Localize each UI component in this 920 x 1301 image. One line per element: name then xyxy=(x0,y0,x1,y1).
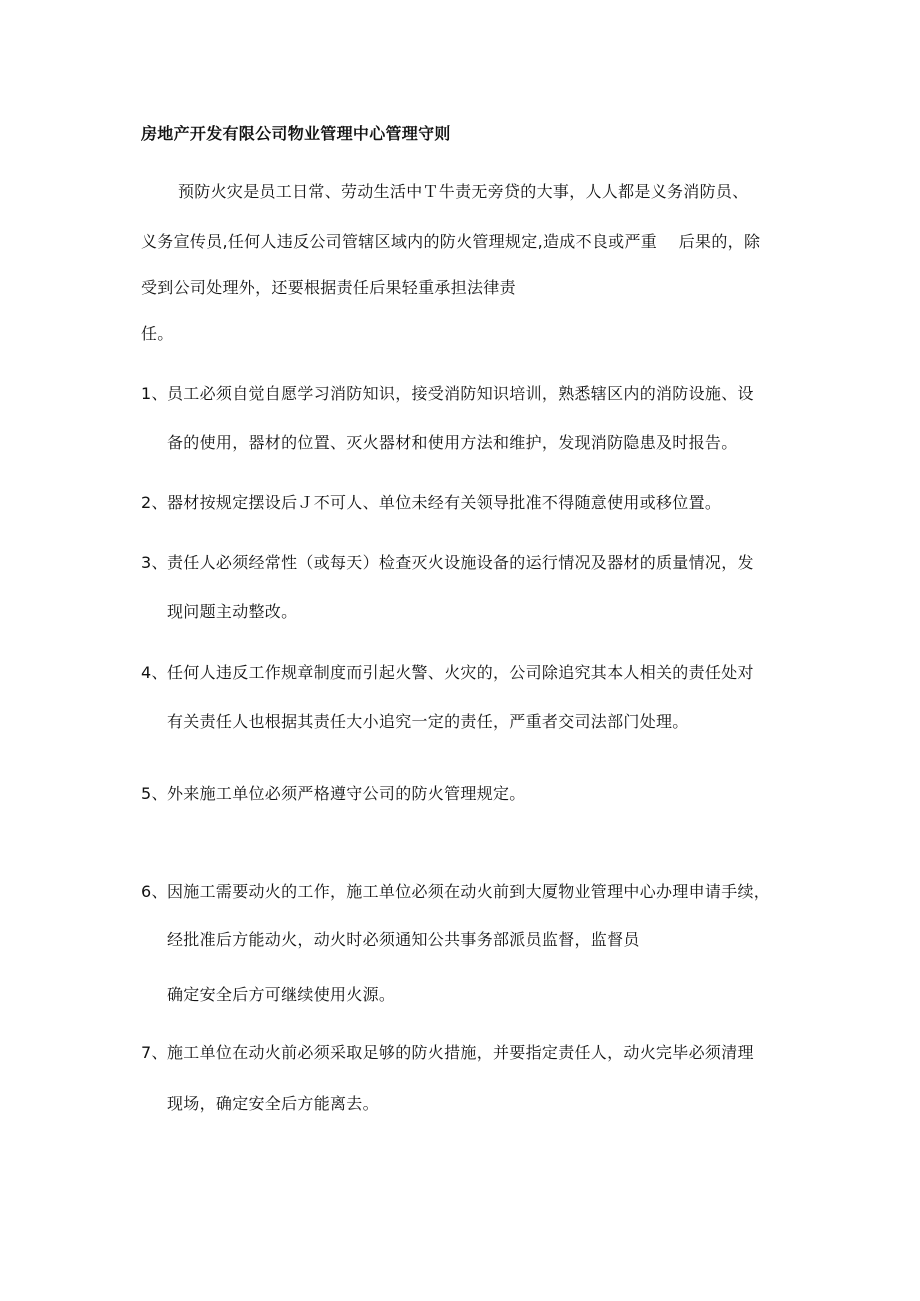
rule-number: 2、 xyxy=(141,493,168,512)
rule-text: 外来施工单位必须严格遵守公司的防火管理规定。 xyxy=(167,784,526,803)
document-title: 房地产开发有限公司物业管理中心管理守则 xyxy=(141,124,451,143)
rule-number: 4、 xyxy=(141,663,168,682)
rule-3 xyxy=(141,552,754,574)
rule-text: 器材按规定摆设后Ｊ不可人、单位未经有关领导批准不得随意使用或移位置。 xyxy=(167,493,722,512)
rule-1 xyxy=(141,383,754,405)
rule-4-continuation: 有关责任人也根据其责任大小追究一定的责任，严重者交司法部门处理。 xyxy=(167,712,689,731)
rule-text: 因施工需要动火的工作，施工单位必须在动火前到大厦物业管理中心办理申请手续， xyxy=(167,882,771,901)
rule-number: 3、 xyxy=(141,553,168,572)
rule-6-continuation: 经批准后方能动火，动火时必须通知公共事务部派员监督，监督员 xyxy=(167,930,640,949)
rule-5 xyxy=(141,783,526,805)
rule-number: 7、 xyxy=(141,1043,168,1062)
intro-line-3: 受到公司处理外，还要根据责任后果轻重承担法律责 xyxy=(141,278,516,297)
rule-7 xyxy=(141,1042,754,1064)
rule-number: 5、 xyxy=(141,784,168,803)
rule-7-continuation: 现场，确定安全后方能离去。 xyxy=(167,1094,379,1113)
rule-4 xyxy=(141,662,754,684)
intro-line-1: 预防火灾是员工日常、劳动生活中Ｔ牛责无旁贷的大事，人人都是义务消防员、 xyxy=(178,182,749,201)
intro-line-4: 任。 xyxy=(141,324,174,343)
intro-line-2: 义务宣传员,任何人违反公司管辖区域内的防火管理规定,造成不良或严重 后果的，除 xyxy=(141,232,761,251)
rule-6-continuation: 确定安全后方可继续使用火源。 xyxy=(167,985,396,1004)
rule-number: 1、 xyxy=(141,384,168,403)
rule-number: 6、 xyxy=(141,882,168,901)
rule-text: 责任人必须经常性（或每天）检查灭火设施设备的运行情况及器材的质量情况，发 xyxy=(167,553,754,572)
rule-text: 任何人违反工作规章制度而引起火警、火灾的，公司除追究其本人相关的责任处对 xyxy=(167,663,754,682)
rule-1-continuation: 备的使用，器材的位置、灭火器材和使用方法和维护，发现消防隐患及时报告。 xyxy=(167,433,738,452)
rule-6 xyxy=(141,881,770,903)
rule-text: 员工必须自觉自愿学习消防知识，接受消防知识培训，熟悉辖区内的消防设施、设 xyxy=(167,384,754,403)
rule-3-continuation: 现问题主动整改。 xyxy=(167,602,298,621)
rule-text: 施工单位在动火前必须采取足够的防火措施，并要指定责任人，动火完毕必须清理 xyxy=(167,1043,754,1062)
rule-2 xyxy=(141,492,721,514)
